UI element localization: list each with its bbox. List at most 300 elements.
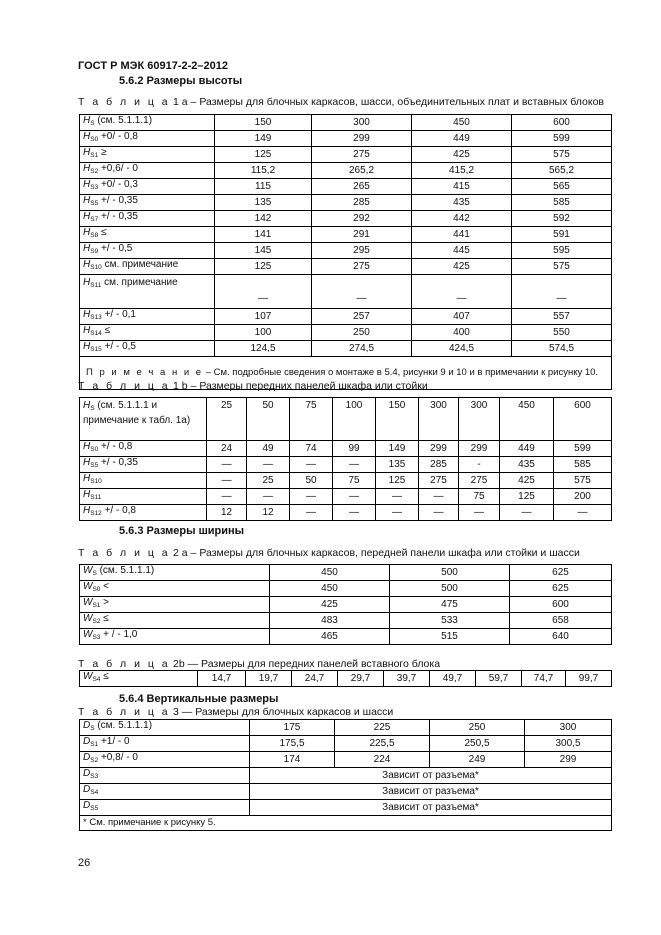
- value-cell: 135: [215, 195, 312, 211]
- symbol-description: +/ - 0,8: [101, 505, 136, 516]
- value-cell: 59,7: [476, 671, 522, 687]
- value-cell: 19,7: [246, 671, 292, 687]
- symbol-description: (см. 5.1.1.1 и примечание к табл. 1а): [83, 400, 191, 426]
- symbol-description: см. примечание: [101, 277, 178, 288]
- table-row: [80, 816, 612, 831]
- table-row: [80, 259, 612, 275]
- symbol-letter: W: [83, 613, 93, 624]
- symbol-letter: H: [83, 505, 91, 516]
- value-cell: 625: [510, 565, 612, 581]
- symbol-cell: [80, 325, 215, 341]
- table-row: [80, 131, 612, 147]
- symbol-description: + / - 1,0: [100, 629, 138, 640]
- table-row: [80, 211, 612, 227]
- value-cell: 424,5: [412, 341, 512, 357]
- symbol-description: ≤: [100, 613, 109, 624]
- value-cell: 600: [512, 115, 612, 131]
- value-cell: —: [333, 457, 376, 473]
- symbol-cell: [80, 581, 270, 597]
- value-cell: 224: [335, 752, 430, 768]
- value-cell: 275: [312, 147, 412, 163]
- value-cell: 115: [215, 179, 312, 195]
- symbol-letter: H: [83, 115, 91, 126]
- value-cell: 135: [376, 457, 419, 473]
- table-2b-caption-text: 2b — Размеры для передних панелей вставного блока: [170, 658, 441, 670]
- symbol-subscript: S11: [90, 494, 102, 501]
- value-cell: 29,7: [338, 671, 384, 687]
- value-cell: 275: [312, 259, 412, 275]
- symbol-letter: H: [83, 457, 91, 468]
- value-cell: —: [312, 275, 412, 309]
- table-row: [80, 768, 612, 784]
- value-cell: 442: [412, 211, 512, 227]
- symbol-letter: W: [83, 597, 93, 608]
- header-cell: 300: [459, 398, 500, 441]
- symbol-letter: D: [83, 800, 91, 811]
- symbol-subscript: S0: [92, 586, 101, 593]
- symbol-letter: W: [83, 581, 93, 592]
- header-cell: 150: [376, 398, 419, 441]
- value-cell: 591: [512, 227, 612, 243]
- table-row: [80, 398, 612, 441]
- value-cell: —: [215, 275, 312, 309]
- value-cell: 275: [459, 473, 500, 489]
- value-cell: 174: [250, 752, 335, 768]
- symbol-cell: [80, 505, 207, 521]
- value-cell: 500: [390, 581, 510, 597]
- symbol-description: +/ - 0,5: [98, 243, 133, 254]
- table-row: [80, 473, 612, 489]
- value-cell: 299: [459, 441, 500, 457]
- symbol-subscript: S13: [90, 314, 102, 321]
- value-cell: 441: [412, 227, 512, 243]
- symbol-subscript: S: [90, 725, 95, 732]
- value-cell: 125: [376, 473, 419, 489]
- value-cell: 425: [412, 259, 512, 275]
- value-cell: 225,5: [335, 736, 430, 752]
- symbol-letter: D: [83, 784, 91, 795]
- symbol-letter: H: [83, 341, 91, 352]
- value-cell: 435: [412, 195, 512, 211]
- value-cell: 449: [500, 441, 554, 457]
- symbol-subscript: S: [92, 570, 97, 577]
- value-cell: 275: [419, 473, 459, 489]
- symbol-cell: [80, 131, 215, 147]
- value-cell: 435: [500, 457, 554, 473]
- value-cell: —: [207, 489, 247, 505]
- header-cell: 50: [247, 398, 290, 441]
- value-cell: 585: [554, 457, 612, 473]
- value-cell: 250: [312, 325, 412, 341]
- symbol-subscript: S14: [90, 330, 102, 337]
- value-cell: 257: [312, 309, 412, 325]
- value-cell: 25: [247, 473, 290, 489]
- value-cell: 574,5: [512, 341, 612, 357]
- value-cell: 225: [335, 720, 430, 736]
- symbol-letter: D: [83, 752, 91, 763]
- table-row: [80, 736, 612, 752]
- value-cell: 107: [215, 309, 312, 325]
- table-row: [80, 243, 612, 259]
- symbol-subscript: S: [90, 405, 95, 412]
- value-cell: 12: [207, 505, 247, 521]
- symbol-subscript: S0: [90, 136, 99, 143]
- table-row: [80, 752, 612, 768]
- value-cell: 300,5: [525, 736, 612, 752]
- table-2a-caption: [78, 547, 580, 559]
- symbol-subscript: S5: [90, 200, 99, 207]
- symbol-cell: [80, 398, 207, 441]
- value-cell: —: [412, 275, 512, 309]
- symbol-letter: H: [83, 325, 91, 336]
- symbol-letter: W: [83, 629, 93, 640]
- table-3: [79, 719, 612, 831]
- table-row: [80, 325, 612, 341]
- symbol-cell: [80, 629, 270, 645]
- table-row: [80, 275, 612, 309]
- symbol-cell: [80, 227, 215, 243]
- symbol-description: ≤: [100, 671, 109, 682]
- value-cell: 250,5: [430, 736, 525, 752]
- value-cell: 565: [512, 179, 612, 195]
- symbol-cell: [80, 671, 198, 687]
- value-cell: 415,2: [412, 163, 512, 179]
- value-cell: —: [459, 505, 500, 521]
- value-cell: 300: [312, 115, 412, 131]
- symbol-letter: H: [83, 473, 91, 484]
- value-cell: —: [207, 473, 247, 489]
- symbol-subscript: S8: [90, 232, 99, 239]
- value-cell: 299: [525, 752, 612, 768]
- symbol-subscript: S12: [90, 510, 102, 517]
- symbol-subscript: S5: [90, 462, 99, 469]
- symbol-cell: [80, 441, 207, 457]
- symbol-cell: [80, 597, 270, 613]
- value-cell: 149: [376, 441, 419, 457]
- value-cell: 49: [247, 441, 290, 457]
- value-cell: 575: [512, 147, 612, 163]
- symbol-subscript: S2: [92, 618, 101, 625]
- note-text: – См. подробные сведения о монтаже в 5.4, рисунки 9 и 10 и в примечании к рисунку 10.: [203, 367, 599, 378]
- value-cell: 407: [412, 309, 512, 325]
- value-cell: 24: [207, 441, 247, 457]
- value-cell: —: [333, 489, 376, 505]
- section-title-5-6-4: 5.6.4 Вертикальные размеры: [119, 693, 279, 705]
- value-cell: 150: [215, 115, 312, 131]
- symbol-description: +/ - 0,35: [98, 211, 138, 222]
- table-row: [80, 720, 612, 736]
- value-cell: 557: [512, 309, 612, 325]
- value-cell: 50: [290, 473, 333, 489]
- value-cell: 515: [390, 629, 510, 645]
- value-cell: 625: [510, 581, 612, 597]
- symbol-letter: H: [83, 211, 91, 222]
- header-cell: 100: [333, 398, 376, 441]
- symbol-letter: H: [83, 179, 91, 190]
- value-cell: 200: [554, 489, 612, 505]
- table-row: [80, 163, 612, 179]
- value-cell: 600: [510, 597, 612, 613]
- value-cell: —: [290, 457, 333, 473]
- value-cell: 149: [215, 131, 312, 147]
- symbol-description: (см. 5.1.1.1): [96, 565, 155, 576]
- symbol-description: +/ - 0,5: [101, 341, 136, 352]
- value-cell: -: [459, 457, 500, 473]
- value-cell: 142: [215, 211, 312, 227]
- section-title-5-6-3: 5.6.3 Размеры ширины: [119, 525, 245, 537]
- header-cell: 25: [207, 398, 247, 441]
- value-cell: 300: [525, 720, 612, 736]
- symbol-cell: [80, 457, 207, 473]
- symbol-subscript: S3: [90, 773, 99, 780]
- table-row: [80, 629, 612, 645]
- value-cell: —: [500, 505, 554, 521]
- symbol-description: <: [100, 581, 110, 592]
- symbol-description: +/ - 0,35: [98, 195, 138, 206]
- value-cell: 24,7: [292, 671, 338, 687]
- symbol-cell: [80, 179, 215, 195]
- value-cell: 658: [510, 613, 612, 629]
- value-cell: 445: [412, 243, 512, 259]
- symbol-letter: H: [83, 489, 91, 500]
- symbol-letter: H: [83, 131, 91, 142]
- table-2b-caption: [78, 658, 440, 670]
- value-cell: 99,7: [566, 671, 612, 687]
- symbol-subscript: S7: [90, 216, 99, 223]
- value-cell: —: [554, 505, 612, 521]
- value-cell: 115,2: [215, 163, 312, 179]
- symbol-letter: H: [83, 259, 91, 270]
- value-cell: —: [207, 457, 247, 473]
- table-row: [80, 581, 612, 597]
- symbol-cell: [80, 613, 270, 629]
- symbol-subscript: S0: [90, 446, 99, 453]
- value-cell: 250: [430, 720, 525, 736]
- table-1b-caption: [78, 380, 428, 392]
- symbol-cell: [80, 800, 250, 816]
- table-row: [80, 613, 612, 629]
- table-row: [80, 227, 612, 243]
- table-row: [80, 441, 612, 457]
- symbol-subscript: S3: [90, 184, 99, 191]
- value-cell: 39,7: [384, 671, 430, 687]
- table-1b-prefix: Т а б л и ц а: [78, 380, 171, 392]
- symbol-description: +/ - 0,1: [101, 309, 136, 320]
- value-cell: 295: [312, 243, 412, 259]
- symbol-cell: [80, 473, 207, 489]
- value-cell: 500: [390, 565, 510, 581]
- header-cell: 75: [290, 398, 333, 441]
- symbol-subscript: S2: [90, 168, 99, 175]
- symbol-cell: [80, 259, 215, 275]
- symbol-subscript: S10: [90, 478, 102, 485]
- symbol-letter: W: [83, 671, 93, 682]
- value-cell: 285: [419, 457, 459, 473]
- symbol-letter: H: [83, 309, 91, 320]
- table-1a-caption: [78, 96, 604, 108]
- symbol-subscript: S1: [90, 152, 99, 159]
- table-3-footnote: * См. примечание к рисунку 5.: [80, 816, 612, 831]
- table-row: [80, 505, 612, 521]
- value-cell: 141: [215, 227, 312, 243]
- symbol-letter: H: [83, 163, 91, 174]
- symbol-description: (см. 5.1.1.1): [94, 115, 153, 126]
- table-row: [80, 597, 612, 613]
- value-cell: 450: [412, 115, 512, 131]
- page-number: 26: [78, 857, 91, 869]
- table-1a-prefix: Т а б л и ц а: [78, 96, 171, 108]
- value-cell: 415: [412, 179, 512, 195]
- value-cell: 74,7: [522, 671, 566, 687]
- value-cell: 450: [270, 581, 390, 597]
- symbol-subscript: S4: [90, 789, 99, 796]
- table-1b-caption-text: 1 b – Размеры передних панелей шкафа или стойки: [170, 380, 428, 392]
- symbol-subscript: S: [90, 120, 95, 127]
- symbol-cell: [80, 243, 215, 259]
- section-title-5-6-2: 5.6.2 Размеры высоты: [119, 75, 243, 87]
- value-cell: 291: [312, 227, 412, 243]
- symbol-letter: H: [83, 147, 91, 158]
- table-row: [80, 784, 612, 800]
- table-row: [80, 800, 612, 816]
- value-cell: 265,2: [312, 163, 412, 179]
- value-cell: —: [376, 505, 419, 521]
- value-cell: 145: [215, 243, 312, 259]
- value-cell: 575: [512, 259, 612, 275]
- value-cell: 292: [312, 211, 412, 227]
- symbol-letter: H: [83, 441, 91, 452]
- table-3-caption: [78, 706, 393, 718]
- symbol-description: (см. 5.1.1.1): [94, 720, 153, 731]
- value-cell: 124,5: [215, 341, 312, 357]
- value-cell: 175,5: [250, 736, 335, 752]
- value-cell: 75: [459, 489, 500, 505]
- symbol-letter: H: [83, 195, 91, 206]
- symbol-cell: [80, 147, 215, 163]
- symbol-description: +/ - 0,8: [98, 441, 133, 452]
- value-cell: 425: [412, 147, 512, 163]
- table-3-caption-text: 3 — Размеры для блочных каркасов и шасси: [170, 706, 394, 718]
- symbol-description: +0/ - 0,8: [98, 131, 138, 142]
- value-cell: 640: [510, 629, 612, 645]
- value-cell: 125: [215, 147, 312, 163]
- symbol-description: ≤: [98, 227, 107, 238]
- value-cell: 175: [250, 720, 335, 736]
- value-cell: —: [512, 275, 612, 309]
- value-cell: 585: [512, 195, 612, 211]
- value-cell: 400: [412, 325, 512, 341]
- value-cell: 75: [333, 473, 376, 489]
- document-code: ГОСТ Р МЭК 60917-2-2–2012: [78, 60, 228, 72]
- symbol-description: >: [100, 597, 110, 608]
- value-cell: 285: [312, 195, 412, 211]
- value-cell: 465: [270, 629, 390, 645]
- value-cell: 299: [419, 441, 459, 457]
- symbol-letter: D: [83, 768, 91, 779]
- table-2b: [79, 670, 612, 687]
- value-cell: —: [247, 457, 290, 473]
- symbol-letter: D: [83, 736, 91, 747]
- symbol-cell: [80, 784, 250, 800]
- value-cell: 450: [270, 565, 390, 581]
- symbol-cell: [80, 768, 250, 784]
- value-cell: 74: [290, 441, 333, 457]
- table-row: [80, 341, 612, 357]
- value-cell: 533: [390, 613, 510, 629]
- symbol-cell: [80, 211, 215, 227]
- value-cell: 49,7: [430, 671, 476, 687]
- value-cell: 575: [554, 473, 612, 489]
- symbol-cell: [80, 489, 207, 505]
- value-cell: 99: [333, 441, 376, 457]
- value-cell: 449: [412, 131, 512, 147]
- symbol-letter: W: [83, 565, 93, 576]
- symbol-cell: [80, 736, 250, 752]
- table-row: [80, 195, 612, 211]
- table-1a-caption-text: 1 а – Размеры для блочных каркасов, шасси, объединительных плат и вставных блоков: [170, 96, 604, 108]
- value-cell: 100: [215, 325, 312, 341]
- table-1a: [79, 114, 612, 390]
- value-cell: 483: [270, 613, 390, 629]
- value-cell: 274,5: [312, 341, 412, 357]
- merged-value-cell: Зависит от разъема*: [250, 768, 612, 784]
- table-2b-prefix: Т а б л и ц а: [78, 658, 171, 670]
- symbol-letter: H: [83, 400, 91, 411]
- value-cell: 12: [247, 505, 290, 521]
- value-cell: 299: [312, 131, 412, 147]
- value-cell: —: [419, 505, 459, 521]
- table-row: [80, 179, 612, 195]
- table-1b: [79, 397, 612, 521]
- value-cell: 249: [430, 752, 525, 768]
- value-cell: 14,7: [198, 671, 246, 687]
- symbol-description: +1/ - 0: [98, 736, 130, 747]
- symbol-subscript: S3: [92, 634, 101, 641]
- header-cell: 300: [419, 398, 459, 441]
- value-cell: 475: [390, 597, 510, 613]
- value-cell: —: [290, 505, 333, 521]
- value-cell: 599: [554, 441, 612, 457]
- symbol-letter: H: [83, 277, 91, 288]
- value-cell: 425: [500, 473, 554, 489]
- symbol-subscript: S4: [92, 676, 101, 683]
- table-2a-prefix: Т а б л и ц а: [78, 547, 171, 559]
- table-row: [80, 565, 612, 581]
- symbol-description: +0,6/ - 0: [98, 163, 138, 174]
- symbol-description: +0,8/ - 0: [98, 752, 138, 763]
- symbol-cell: [80, 195, 215, 211]
- value-cell: —: [247, 489, 290, 505]
- symbol-cell: [80, 163, 215, 179]
- symbol-subscript: S15: [90, 346, 102, 353]
- value-cell: 599: [512, 131, 612, 147]
- symbol-subscript: S9: [90, 248, 99, 255]
- header-cell: 450: [500, 398, 554, 441]
- symbol-description: см. примечание: [101, 259, 179, 270]
- symbol-subscript: S11: [90, 282, 102, 289]
- value-cell: —: [419, 489, 459, 505]
- symbol-cell: [80, 565, 270, 581]
- table-row: [80, 147, 612, 163]
- symbol-subscript: S2: [90, 757, 99, 764]
- table-row: [80, 489, 612, 505]
- symbol-subscript: S1: [90, 741, 99, 748]
- value-cell: 265: [312, 179, 412, 195]
- symbol-cell: [80, 341, 215, 357]
- symbol-cell: [80, 275, 215, 309]
- table-2a: [79, 564, 612, 645]
- table-row: [80, 457, 612, 473]
